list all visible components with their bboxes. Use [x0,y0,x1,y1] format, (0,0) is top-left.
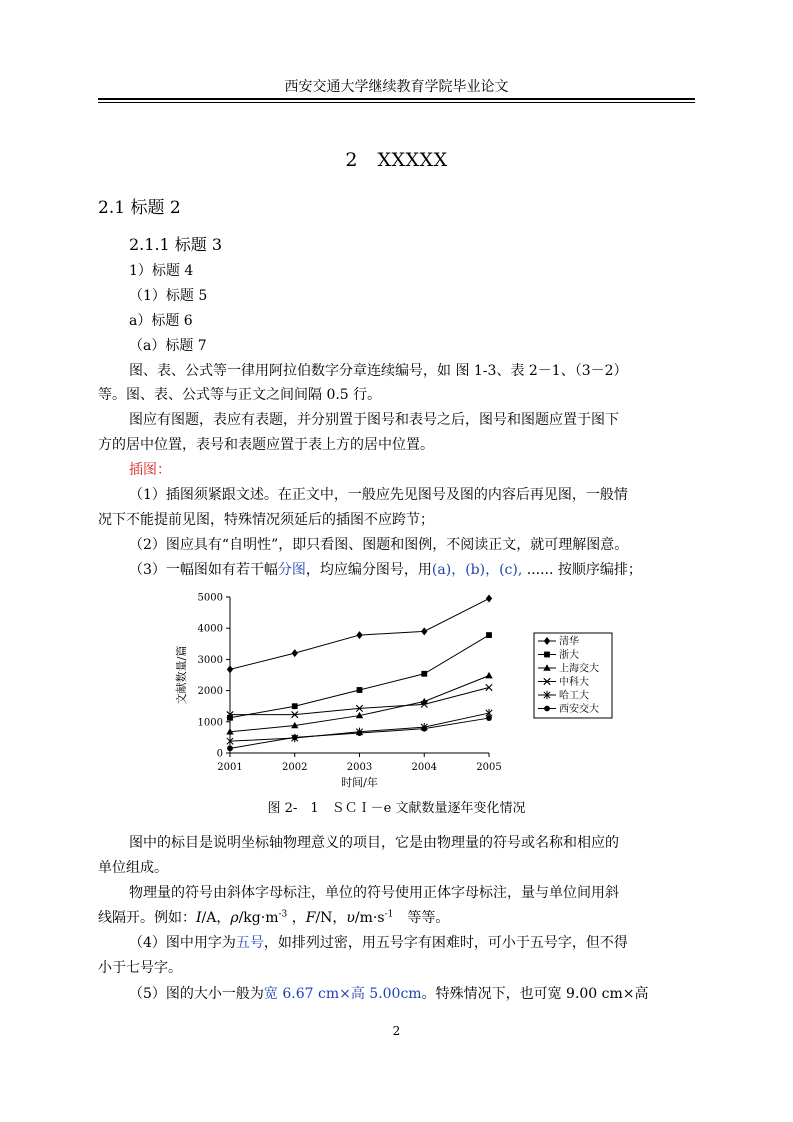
y-tick-label: 3000 [197,654,223,666]
x-axis-label: 时间/年 [341,776,378,789]
unit-density: /kg·m [238,910,279,926]
insert-figure-heading: 插图： [129,462,171,478]
data-point-s5-1 [292,735,298,741]
heading-level-5: （1）标题 5 [129,288,208,304]
unit-density-exponent: -3 [278,909,288,920]
header-rule-thick [98,98,695,100]
legend-label: 西安交大 [559,704,599,715]
x-tick-label: 2005 [476,762,502,773]
para-captions-line1: 图应有图题，表应有表题，并分别置于图号和表号之后，图号和图题应置于图下 [129,412,619,428]
page-number: 2 [392,1024,401,1038]
symbols-separator: ， [287,910,306,926]
series-line-1 [230,635,489,718]
data-point-s5-3 [421,726,427,732]
x-tick-label: 2004 [411,762,437,773]
para-axis-label-line2: 单位组成。 [98,860,168,876]
rule-1-line1: （1）插图须紧跟文述。在正文中，一般应先见图号及图的内容后再见图，一般情 [129,487,628,503]
data-point-s5-4 [486,715,492,721]
heading-level-7: （a）标题 7 [129,338,207,354]
chapter-title: 2 XXXXX [345,149,448,171]
para-font-size-line2: 小于七号字。 [98,960,182,976]
heading-level-4: 1）标题 4 [129,263,194,279]
unit-velocity-exponent: -1 [384,909,394,920]
legend-marker [544,652,550,658]
x-tick-label: 2001 [217,762,243,773]
para-font-size-line1 [129,932,628,952]
data-point-s5-2 [357,730,363,736]
unit-velocity: /m·s [354,910,385,926]
y-tick-label: 4000 [197,623,223,635]
para-numbering-line1: 图、表、公式等一律用阿拉伯数字分章连续编号，如 图 1-3、表 2－1、（3－2） [129,363,628,379]
unit-current: /A， [201,910,231,926]
series-line-2 [230,676,489,732]
data-point-s1-4 [486,632,492,638]
unit-force: /N， [315,910,347,926]
para-figure-size [129,983,649,1003]
data-point-s1-3 [421,671,427,677]
rule-3-text-end: ...... 按顺序编排； [522,562,642,578]
legend-label: 浙大 [559,650,579,661]
legend-label: 中科大 [559,677,589,688]
data-point-s0-1 [292,649,298,657]
figure-size-highlight: 宽 6.67 cm×高 5.00cm [263,986,422,1002]
legend-marker [544,706,550,712]
x-tick-label: 2003 [346,762,373,773]
data-point-s0-3 [421,627,427,635]
para-numbering-line2: 等。图、表、公式等与正文之间间隔 0.5 行。 [98,387,382,403]
data-point-s0-0 [227,665,233,673]
y-tick-label: 5000 [197,592,223,604]
legend-label: 清华 [559,636,579,648]
running-header: 西安交通大学继续教育学院毕业论文 [284,79,509,95]
y-tick-label: 2000 [197,686,223,698]
figure-caption: 图 2- 1 ＳＣＩ－e 文献数量逐年变化情况 [267,801,526,816]
sci-literature-chart [160,585,640,790]
section-heading: 2.1 标题 2 [98,198,181,218]
rule-3-text-mid: ，均应编分图号，用 [305,562,432,578]
rule-3-text: （3）一幅图如有若干幅 [129,562,278,578]
data-point-s2-4 [485,672,492,678]
rule-2: （2）图应具有“自明性”，即只看图、图题和图例，不阅读正文，就可理解图意。 [129,537,629,553]
legend-label: 上海交大 [559,663,599,675]
para-axis-label-line1: 图中的标目是说明坐标轴物理意义的项目，它是由物理量的符号或名称和相应的 [129,835,619,851]
font-size-text: （4）图中用字为 [129,935,236,951]
y-tick-label: 0 [216,748,223,760]
symbol-current: I [196,910,202,926]
para-captions-line2: 方的居中位置，表号和表题应置于表上方的居中位置。 [98,437,434,453]
data-point-s0-4 [486,595,492,603]
symbol-velocity: υ [346,910,355,926]
figure-size-text-end: 。特殊情况下，也可宽 9.00 cm×高 [421,986,649,1002]
data-point-s3-4 [486,684,492,690]
header-rule-thin [98,102,695,103]
data-point-s1-2 [357,687,363,693]
font-size-highlight: 五号 [235,935,264,951]
y-tick-label: 1000 [197,717,223,729]
rule-3-highlight-labels: (a)，(b)，(c), [431,562,523,578]
subsection-heading: 2.1.1 标题 3 [129,235,223,254]
symbol-force: F [305,910,316,926]
x-tick-label: 2002 [282,762,308,773]
symbol-density: ρ [230,910,239,926]
rule-3 [129,559,642,579]
para-symbols-line2 [98,907,449,927]
y-axis-label: 文献数量/篇 [175,645,188,705]
legend-label: 哈工大 [559,690,589,702]
heading-level-6: a）标题 6 [129,313,193,329]
figure-size-text: （5）图的大小一般为 [129,986,264,1002]
symbols-end: 等等。 [393,910,450,926]
font-size-text-end: ，如排列过密，用五号字有困难时，可小于五号字，但不得 [263,935,628,951]
para-symbols-line1: 物理量的符号由斜体字母标注，单位的符号使用正体字母标注，量与单位间用斜 [129,885,619,901]
data-point-s0-2 [356,631,362,639]
data-point-s1-1 [292,703,298,709]
symbols-intro: 线隔开。例如： [98,910,196,926]
rule-3-highlight-subfigure: 分图 [277,562,306,578]
data-point-s1-0 [227,715,233,721]
data-point-s5-0 [227,745,233,751]
rule-1-line2: 况下不能提前见图，特殊情况须延后的插图不应跨节； [98,512,434,528]
